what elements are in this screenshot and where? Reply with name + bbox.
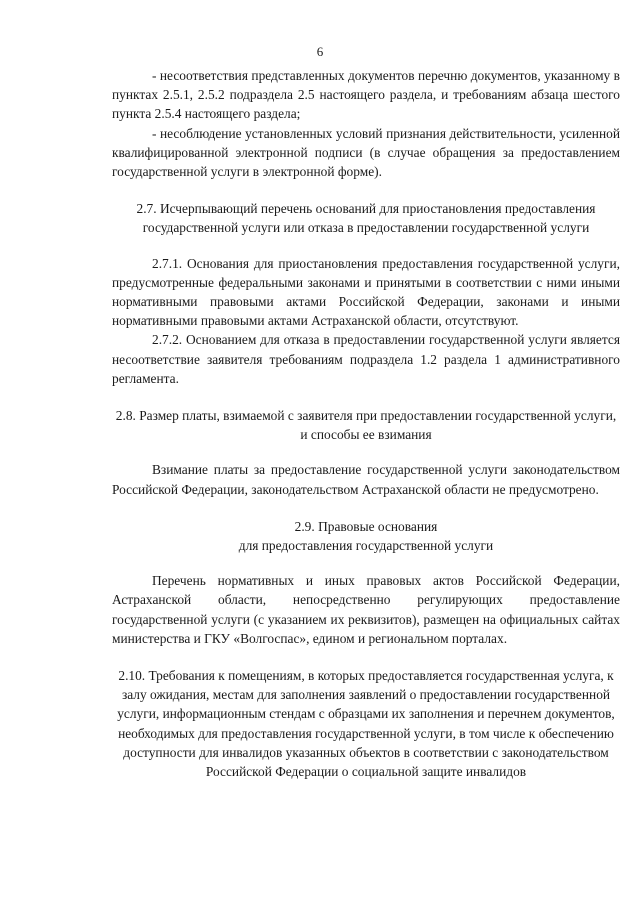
section-heading-2-10: 2.10. Требования к помещениям, в которых предоставляется государственная услуга, к залу ожидания, местам для заполнения заявлений о предоставлении государственной услуги, информационным стендам с образцами их заполнения и перечнем документов, необходимых для предоставления государственной услуги, в том числе к обеспечению доступности для инвалидов указанных объектов в соответствии с законодательством Российской Федерации о социальной защите инвалидов (117, 668, 615, 780)
paragraph-nonconformity: - несоответствия представленных документов перечню документов, указанному в пунктах 2.5.1, 2.5.2 подраздела 2.5 настоящего раздела, и требованиям абзаца шестого пункта 2.5.4 настоящего раздела; (112, 68, 620, 122)
paragraph-legal-basis: Перечень нормативных и иных правовых актов Российской Федерации, Астраханской области, непосредственно регулирующих предоставление государственной услуги (с указанием их реквизитов), размещен на официальных сайтах министерства и ГКУ «Волгоспас», едином и региональном порталах. (112, 573, 620, 646)
section-heading-2-7: 2.7. Исчерпывающий перечень оснований для приостановления предоставления государственной услуги или отказа в предоставлении государственной услуги (136, 201, 596, 236)
section-heading-2-9-line2: для предоставления государственной услуги (238, 538, 494, 554)
paragraph-2-7-2: 2.7.2. Основанием для отказа в предоставлении государственной услуги является несоответствие заявителя требованиям подраздела 1.2 раздела 1 административного регламента. (112, 332, 620, 386)
section-heading-2-9-line1: 2.9. Правовые основания (294, 518, 438, 534)
paragraph-fee: Взимание платы за предоставление государственной услуги законодательством Российской Федерации, законодательством Астраханской области не предусмотрено. (112, 462, 620, 497)
section-heading-2-8: 2.8. Размер платы, взимаемой с заявителя при предоставлении государственной услуги, и способы ее взимания (115, 408, 617, 443)
paragraph-2-7-1: 2.7.1. Основания для приостановления предоставления государственной услуги, предусмотренные федеральными законами и принятыми в соответствии с ними иными нормативными правовыми актами Российской Федерации, законами и иными нормативными правовыми актами Астраханской области, отсутствуют. (112, 255, 620, 329)
document-body (112, 66, 620, 781)
paragraph-signature: - несоблюдение установленных условий признания действительности, усиленной квалифицированной электронной подписи (в случае обращения за предоставлением государственной услуги в электронной форме). (112, 125, 620, 180)
page-number: 6 (316, 44, 324, 59)
